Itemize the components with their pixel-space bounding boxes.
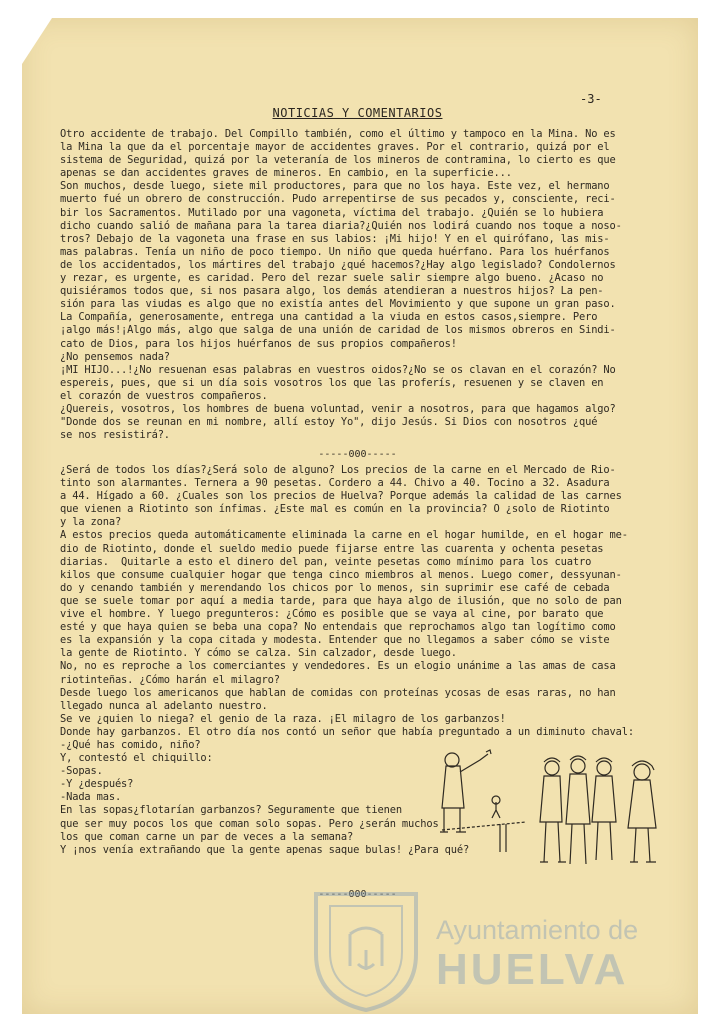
- text-line: Y, contestó el chiquillo:: [60, 752, 213, 765]
- text-line: y la zona?: [60, 516, 122, 529]
- city-seal-watermark: [306, 874, 426, 1014]
- text-line: kilos que consume cualquier hogar que tenga cinco miembros al menos. Luego comer, dessyunan-: [60, 568, 622, 581]
- text-line: La Compañía, generosamente, entrega una cantidad a la viuda en estos casos,siempre. Pero: [60, 311, 598, 324]
- text-line: muerto fué un obrero de construcción. Pudo arrepentirse de sus pecados y, consciente, reci-: [60, 193, 616, 206]
- text-line: es la expansión y la copa citada y modesta. Entender que no llegamos a saber cómo se viste: [60, 634, 610, 647]
- man-and-child-sketch: [430, 748, 530, 858]
- text-line: que se suele tomar por aquí a media tarde, para que haya algo de ilusión, que no solo de pan: [60, 594, 622, 607]
- text-line: llegado nunca al adelanto nuestro.: [60, 699, 268, 712]
- text-line: a 44. Hígado a 60. ¿Cuales son los precios de Huelva? Porque además la calidad de las carnes: [60, 490, 622, 503]
- text-line: dicho cuando salió de mañana para la tarea diaria?¿Quién nos lodirá cuando nos toque a noso-: [60, 219, 622, 232]
- text-line: diarias. Quitarle a esto el dinero del pan, veinte pesetas como mínimo para los cuatro: [60, 555, 592, 568]
- page-title: NOTICIAS Y COMENTARIOS: [272, 106, 443, 120]
- text-line: mas palabras. Tenía un niño de poco tiempo. Un niño que queda huérfano. Para los huérfanos: [60, 245, 610, 258]
- text-line: esté y que haya quien se beba una copa? No entendais que reprochamos algo tan logítimo como: [60, 621, 616, 634]
- text-line: En las sopas¿flotarían garbanzos? Seguramente que tienen: [60, 804, 402, 817]
- text-line: ¿Quereis, vosotros, los hombres de buena voluntad, venir a nosotros, para que hagamos algo?: [60, 402, 616, 415]
- text-line: de los accidentados, los mártires del trabajo ¿qué hacemos?¿Hay algo legislado? Condolernos: [60, 258, 616, 271]
- text-line: No, no es reproche a los comerciantes y vendedores. Es un elogio unánime a las amas de casa: [60, 660, 616, 673]
- text-line: -Y ¿después?: [60, 778, 134, 791]
- text-line: que ser muy pocos los que coman solo sopas. Pero ¿serán muchos: [60, 817, 439, 830]
- text-line: espereis, pues, que si un día sois vosotros los que las proferís, resuenen y se claven en: [60, 376, 604, 389]
- watermark-line2: HUELVA: [436, 945, 629, 994]
- separator: -----000-----: [318, 449, 397, 460]
- text-line: quisiéramos todos que, si nos pasara algo, los demás atendieran a nuestros hijos? La pen-: [60, 285, 604, 298]
- text-line: -Nada mas.: [60, 791, 122, 804]
- text-line: se nos resistirá?.: [60, 429, 170, 442]
- text-line: los que coman carne un par de veces a la semana?: [60, 830, 354, 843]
- text-line: vive el hombre. Y luego pregunteros: ¿Cómo es posible que se vaya al cine, por barato que: [60, 608, 604, 621]
- text-line: riotinteñas. ¿Cómo harán el milagro?: [60, 673, 280, 686]
- text-line: Y ¡nos venía extrañando que la gente apenas saque bulas! ¿Para qué?: [60, 843, 470, 856]
- text-line: -Sopas.: [60, 765, 103, 778]
- text-line: Desde luego los americanos que hablan de comidas con proteínas ycosas de esas raras, no han: [60, 686, 616, 699]
- text-line: tros? Debajo de la vagoneta una frase en sus labios: ¡Mi hijo! Y en el quirófano, las mis-: [60, 232, 610, 245]
- text-line: sión para las viudas es algo que no existía antes del Movimiento y que supone un gran paso.: [60, 298, 616, 311]
- text-line: "Donde dos se reunan en mi nombre, allí estoy Yo", dijo Jesús. Si Dios con nosotros ¿qué: [60, 416, 598, 429]
- page-number: -3-: [580, 92, 602, 106]
- text-line: ¡MI HIJO...!¿No resuenan esas palabras en vuestros oidos?¿No se os clavan en el corazón? No: [60, 363, 616, 376]
- separator: -----000-----: [318, 889, 397, 900]
- text-line: bir los Sacramentos. Mutilado por una vagoneta, víctima del trabajo. ¿Quién se lo hubiera: [60, 206, 604, 219]
- text-line: la Mina la que da el porcentaje mayor de accidentes graves. Por el contrario, quizá por el: [60, 141, 610, 154]
- text-line: ¡algo más!¡Algo más, algo que salga de una unión de caridad de los mismos obreros en Sindi-: [60, 324, 616, 337]
- group-of-men-sketch: [530, 752, 670, 872]
- text-line: el corazón de vuestros compañeros.: [60, 389, 268, 402]
- text-line: Otro accidente de trabajo. Del Compillo también, como el último y tampoco en la Mina. No es: [60, 128, 616, 140]
- watermark-line1: Ayuntamiento de: [436, 915, 639, 945]
- text-line: que vienen a Riotinto son ínfimas. ¿Este mal es común en la provincia? O ¿solo de Riotinto: [60, 503, 610, 516]
- text-line: ¿No pensemos nada?: [60, 350, 170, 363]
- text-line: A estos precios queda automáticamente eliminada la carne en el hogar humilde, en el hogar me-: [60, 529, 628, 542]
- folded-corner: [22, 18, 52, 64]
- text-line: ¿Será de todos los días?¿Será solo de alguno? Los precios de la carne en el Mercado de Rio-: [60, 464, 616, 476]
- text-line: Donde hay garbanzos. El otro día nos contó un señor que había preguntado a un diminuto chaval:: [60, 725, 634, 738]
- text-line: y rezar, es urgente, es caridad. Pero del rezar suele salir siempre algo bueno. ¿Acaso no: [60, 272, 604, 285]
- text-line: do y cenando también y merendando los chicos por lo menos, sin suprimir ese café de cebada: [60, 581, 610, 594]
- text-line: tinto son alarmantes. Ternera a 90 pesetas. Cordero a 44. Chivo a 40. Tocino a 32. Asadura: [60, 477, 610, 490]
- text-line: apenas se dan accidentes graves de mineros. En cambio, en la superficie...: [60, 167, 512, 180]
- article-accident: [60, 128, 660, 442]
- text-line: -¿Qué has comido, niño?: [60, 738, 201, 751]
- text-line: Son muchos, desde luego, siete mil productores, para que no los haya. Este vez, el hermano: [60, 180, 610, 193]
- text-line: sistema de Seguridad, quizá por la veteranía de los mineros de contramina, lo cierto es que: [60, 154, 616, 167]
- text-line: Se ve ¿quien lo niega? el genio de la raza. ¡El milagro de los garbanzos!: [60, 712, 506, 725]
- text-line: la gente de Riotinto. Y cómo se calza. Sin calzador, desde luego.: [60, 647, 457, 660]
- text-line: cato de Dios, para los hijos huérfanos de sus propios compañeros!: [60, 337, 457, 350]
- text-line: dio de Riotinto, donde el sueldo medio puede fijarse entre las cuarenta y ochenta pesetas: [60, 542, 604, 555]
